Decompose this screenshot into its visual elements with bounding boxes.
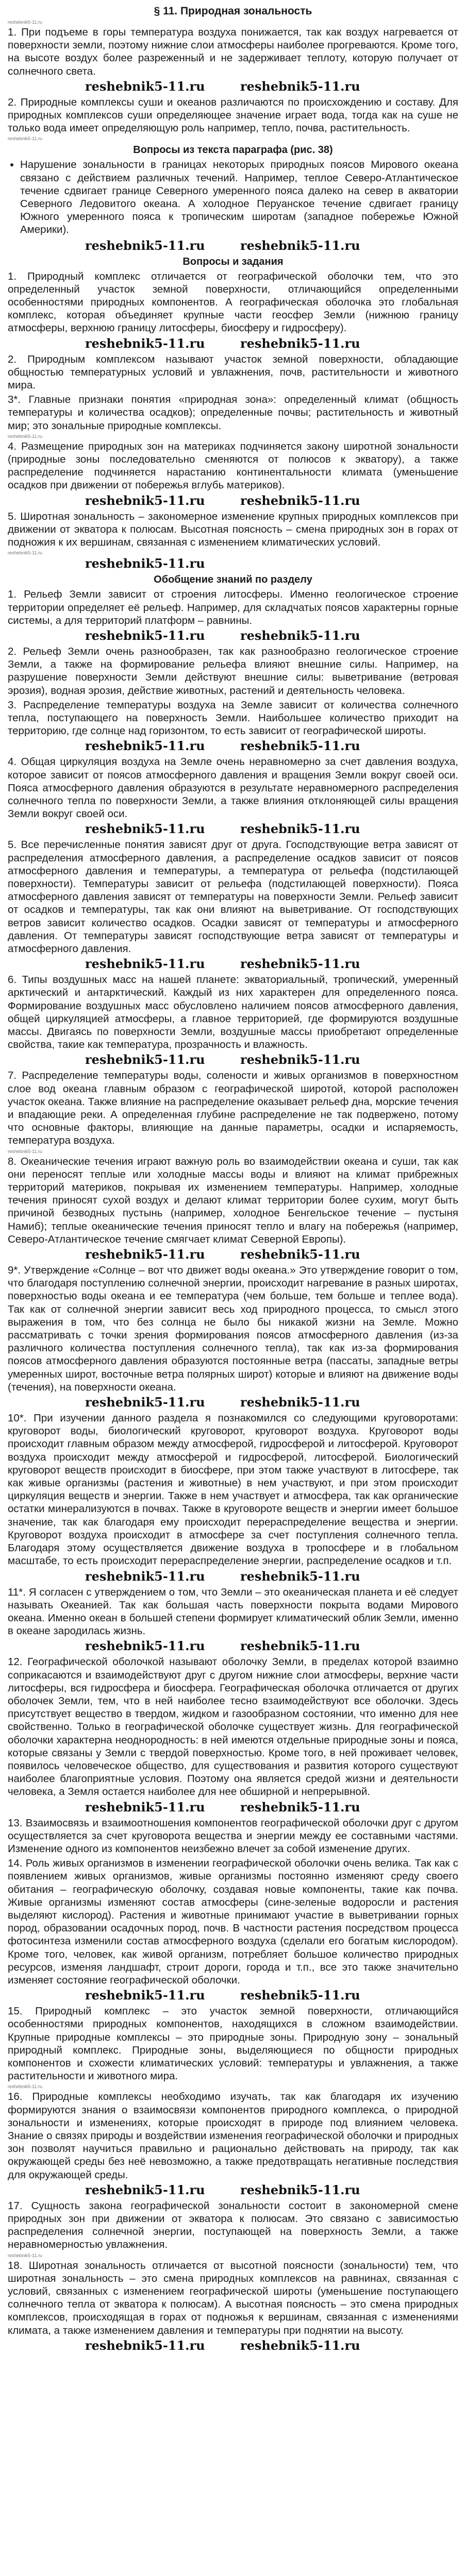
watermark-small: reshebnik5-11.ru <box>8 2084 42 2090</box>
watermark-row <box>8 79 458 94</box>
watermark: reshebnik5-11.ru <box>85 493 205 508</box>
watermark-row <box>8 1800 458 1815</box>
watermark: reshebnik5-11.ru <box>85 238 205 253</box>
watermark: reshebnik5-11.ru <box>240 821 360 837</box>
watermark: reshebnik5-11.ru <box>85 1568 205 1584</box>
watermark-row <box>8 239 458 253</box>
watermark: reshebnik5-11.ru <box>240 1988 360 2003</box>
answer-paragraph: 3. Распределение температуры воздуха на Земле зависит от количества солнечного тепла, поступающего на поверхность Земли. Наибольшее количество приходит на территорию, где солнце над горизонтом, то есть зависит от географической широты. <box>8 699 458 737</box>
watermark: reshebnik5-11.ru <box>85 1799 205 1815</box>
paragraph-question-list <box>8 158 458 236</box>
watermark-small: reshebnik5-11.ru <box>8 1148 42 1154</box>
watermark-small: reshebnik5-11.ru <box>8 2252 42 2258</box>
answer-paragraph: 4. Размещение природных зон на материках подчиняется закону широтной зональности (природные зоны последовательно сменяются от полюсов к экватору), а также распределение подчиняется нарастанию континентальности климата (уменьшение осадков при движении от побережья вглубь материков). <box>8 440 458 492</box>
watermark-row <box>8 1395 458 1410</box>
watermark-row <box>8 556 458 571</box>
page-title: § 11. Природная зональность <box>154 5 312 17</box>
list-item: • Нарушение зональности в границах некоторых природных поясов Мирового океана связано с действием различных течений. Например, теплое Северо-Атлантическое течение сдвигает границе Северного умеренного пояса далеко на север в акватории Северного Ледовитого океана. А холодное Перуанское течение сдвигает границу Южного умеренного пояса к тропическим широтам (западное побережье Южной Америки). <box>20 158 458 236</box>
answer-paragraph: 11*. Я согласен с утверждением о том, что Земли – это океаническая планета и её следует называть Океанией. Так как большая часть поверхности покрыта водами Мирового океана. Именно океан в большей степени формирует климатический облик Земли, именно в океане зародилась жизнь. <box>8 1586 458 1637</box>
watermark: reshebnik5-11.ru <box>240 1247 360 1262</box>
answer-paragraph: 2. Рельеф Земли очень разнообразен, так как разнообразно геологическое строение Земли, а также на формирование рельефа влияют внешние силы. Например, на разрушение поверхности Земли действуют внешние силы: выветривание (ветровая эрозия), водная эрозия, действие животных, растений и деятельность человека. <box>8 645 458 697</box>
watermark-row <box>8 739 458 753</box>
answer-paragraph: 2. Природным комплексом называют участок земной поверхности, обладающие общностью температурных условий и увлажнения, почв, растительности и животного мира. <box>8 353 458 392</box>
intro-paragraph: 1. При подъеме в горы температура воздуха понижается, так как воздух нагревается от поверхности земли, поэтому нижние слои атмосферы наиболее прогреваются. Кроме того, на высоте воздух более разреженный и не задерживает теплоту, которую получает от солнечного света. <box>8 26 458 77</box>
watermark-row <box>8 494 458 508</box>
answer-paragraph: 5. Все перечисленные понятия зависят друг от друга. Господствующие ветра зависят от распределения атмосферного давления, а распределение осадков зависит от поясов атмосферного давления и температуры, а температура от рельефа (подстилающей поверхности). Температуры зависит от рельефа (подстилающей поверхности). Пояса атмосферного давления зависят от температуры на поверхности Земли. Рельеф зависит от осадков и температуры, так как они влияют на выветривание. От господствующих ветров зависит количество осадков. Осадки зависят от температуры и атмосферного давления. От температуры зависят господствующие ветра зависят от температуры и атмосферного давления. <box>8 839 458 955</box>
watermark: reshebnik5-11.ru <box>85 1988 205 2003</box>
watermark: reshebnik5-11.ru <box>240 2182 360 2197</box>
answer-paragraph: 5. Широтная зональность – закономерное изменение крупных природных комплексов при движении от экватора к полюсам. Высотная поясность – смена природных зон в горах от подножия к их вершинам, связанная с изменением климатических условий. <box>8 510 458 549</box>
watermark: reshebnik5-11.ru <box>85 821 205 837</box>
watermark: reshebnik5-11.ru <box>240 238 360 253</box>
watermark: reshebnik5-11.ru <box>85 956 205 972</box>
watermark: reshebnik5-11.ru <box>85 1638 205 1654</box>
section-heading: Обобщение знаний по разделу <box>154 574 312 586</box>
watermark: reshebnik5-11.ru <box>240 1395 360 1410</box>
answer-paragraph: 9*. Утверждение «Солнце – вот что движет воды океана.» Это утверждение говорит о том, что благодаря поступлению солнечной энергии, происходит нагревание в разных широтах, поверхностью воды океана и ее температура (чем больше, тем больше и теплее вода). Так как от солнечной энергии зависит весь ход природного процесса, то смысл этого выражения в том, что без солнца не было бы никакой жизни на Земле. Можно рассматривать с точки зрения формирования поясов атмосферного давления (из-за различного количества поступления солнечного тепла), так как из-за формирования поясов атмосферного давления образуются постоянные ветра (пассаты, западные ветры умеренных широт, восточные ветра полярных широт) которые и влияют на движение воды (течения), на поверхности океана. <box>8 1264 458 1393</box>
watermark: reshebnik5-11.ru <box>240 78 360 94</box>
answer-paragraph: 7. Распределение температуры воды, солености и живых организмов в поверхностном слое вод океана главным образом с географической широтой, которой расположен участок океана. Также влияние на распределение оказывает рельеф дна, морские течения и впадающие реки. А определенная глубине распределение не так подвержено, потому что основные факторы, влияющие на данные параметры, осадки и испаряемость, температура воздуха. <box>8 1070 458 1147</box>
watermark-row <box>8 2338 458 2353</box>
answer-paragraph: 10*. При изучении данного раздела я познакомился со следующими круговоротами: круговорот воды, биологический круговорот, круговорот воздуха. Круговорот воды происходит главным образом между атмосферой, гидросферой и литосферой. Круговорот воздуха происходит между атмосферой и гидросферой, литосферой. Биологический круговорот веществ происходит в биосфере, при этом также участвуют в литосфере, так как живые организмы (растения и животные) в нем участвуют, и при этом происходит циркуляция веществ и энергии. Также в нем участвует и атмосфера, так как органические остатки минерализуются в почвах. Также в круговороте веществ и энергии имеет большое значение, так как благодаря ему происходит перераспределение вещества и энергии. Круговорот воздуха происходит в атмосфере за счет поступления солнечного тепла. Благодаря этому осуществляется движение воздуха в тропосфере и в глобальном масштабе, то есть происходит перераспределение энергии, распределение осадков и т.п. <box>8 1412 458 1567</box>
answer-paragraph: 1. Природный комплекс отличается от географической оболочки тем, что это определенный участок земной поверхности, отличающийся определенными особенностями природных компонентов. А географическая оболочка это глобальная комплекс, которая объединяет крупные части геосфер Земли (нижнюю границу атмосферы, верхнюю границу литосферы, биосферу и гидросферу). <box>8 270 458 334</box>
watermark-row <box>8 1247 458 1262</box>
watermark-row <box>8 822 458 836</box>
watermark: reshebnik5-11.ru <box>85 628 205 643</box>
watermark: reshebnik5-11.ru <box>240 1568 360 1584</box>
watermark: reshebnik5-11.ru <box>85 738 205 754</box>
section-heading: Вопросы и задания <box>182 256 284 267</box>
watermark-row <box>8 1569 458 1584</box>
watermark: reshebnik5-11.ru <box>240 1799 360 1815</box>
answer-paragraph: 1. Рельеф Земли зависит от строения литосферы. Именно геологическое строение территории определяет её рельеф. Например, для складчатых поясов характерны горные системы, а для территорий платформ – равнины. <box>8 588 458 626</box>
watermark: reshebnik5-11.ru <box>240 493 360 508</box>
watermark-small: reshebnik5-11.ru <box>8 550 42 556</box>
watermark: reshebnik5-11.ru <box>240 2337 360 2353</box>
watermark: reshebnik5-11.ru <box>240 738 360 754</box>
watermark-row <box>8 957 458 971</box>
watermark: reshebnik5-11.ru <box>240 956 360 972</box>
watermark-row <box>8 629 458 643</box>
answer-paragraph: 18. Широтная зональность отличается от высотной поясности (зональности) тем, что широтная зональность – это смена природных комплексов на равнинах, связанная с условий, связанных с изменением географической широты (уменьшение поступающего солнечного тепла от экватора к полюсам). А высотная поясность – это смена природных комплексов, происходящая в горах от подножья к вершинам, связанная с изменениями климата, а также изменением давления и температуры при поднятии на высоту. <box>8 2259 458 2336</box>
watermark-small: reshebnik5-11.ru <box>8 136 42 142</box>
watermark: reshebnik5-11.ru <box>85 2337 205 2353</box>
answer-paragraph: 15. Природный комплекс – это участок земной поверхности, отличающийся особенностями природных компонентов, находящихся в сложном взаимодействии. Крупные природные комплексы – это природные зоны. Природную зону – зональный природный комплекс. Природные зоны, выделяющиеся по общности природных компонентов и схожести климатических условий: температуры и увлажнения, а также растительности и животного мира. <box>8 2005 458 2082</box>
answer-paragraph: 6. Типы воздушных масс на нашей планете: экваториальный, тропический, умеренный арктический и антарктический. Каждый из них характерен для определенного пояса. Формирование воздушных масс обусловлено наличием поясов атмосферного давления, общей циркуляцией атмосферы, а главное территорией, где формируются воздушные массы. Двигаясь по поверхности Земли, воздушные массы приобретают определенные свойства, такие как температура, прозрачность и влажность. <box>8 974 458 1051</box>
section-heading: Вопросы из текста параграфа (рис. 38) <box>133 144 333 156</box>
watermark-small: reshebnik5-11.ru <box>8 20 42 25</box>
watermark: reshebnik5-11.ru <box>240 1052 360 1067</box>
watermark-row <box>8 1988 458 2003</box>
watermark: reshebnik5-11.ru <box>240 335 360 351</box>
watermark: reshebnik5-11.ru <box>85 1247 205 1262</box>
answer-paragraph: 4. Общая циркуляция воздуха на Земле очень неравномерно за счет давления воздуха, которое зависит от поясов атмосферного давления и вращения Земли вокруг своей оси. Пояса атмосферного давления образуются в результате неравномерного распределения солнечного тепла по поверхности Земли, а также влияния отклоняющей силы вращения Земли вокруг своей оси. <box>8 756 458 820</box>
watermark: reshebnik5-11.ru <box>240 1638 360 1654</box>
watermark: reshebnik5-11.ru <box>85 78 205 94</box>
answer-paragraph: 13. Взаимосвязь и взаимоотношения компонентов географической оболочки друг с другом осуществляется за счет круговорота вещества и энергии между ее составными частями. Изменение одного из компонентов неизбежно влечет за собой изменение других. <box>8 1817 458 1855</box>
answer-paragraph: 3*. Главные признаки понятия «природная зона»: определенный климат (общность температуры и количества осадков); определенные почвы; растительность и животный мир; это зональные природные комплексы. <box>8 394 458 432</box>
watermark: reshebnik5-11.ru <box>85 1395 205 1410</box>
answer-paragraph: 17. Сущность закона географической зональности состоит в закономерной смене природных зон при движении от экватора к полюсам. Это связано с зависимостью распределения солнечной энергии, поступающей на поверхность Земли, а также неравномерностью увлажнения. <box>8 2199 458 2251</box>
answer-paragraph: 14. Роль живых организмов в изменении географической оболочки очень велика. Так как с появлением живых организмов, живые организмы постоянно изменяют среду своего обитания – географическую оболочку, создавая новые компоненты, такие как почва. Живые организмы изменяют состав атмосферы (сине-зеленые водоросли и растения выделяют кислород). Растения и животные принимают участие в выветривании горных пород, образовании осадочных пород, почв. В частности растения посредством процесса фотосинтеза изменили состав атмосферного воздуха (сделали его богатым кислородом). Кроме того, человек, как живой организм, потребляет большое количество природных ресурсов, изменяя ландшафт, строит дороги, города и т.п., все это также значительно изменяет состояние географической оболочки. <box>8 1857 458 1986</box>
watermark-row <box>8 1639 458 1653</box>
watermark: reshebnik5-11.ru <box>85 2182 205 2197</box>
watermark: reshebnik5-11.ru <box>85 335 205 351</box>
watermark-row <box>8 2183 458 2197</box>
watermark-row <box>8 336 458 351</box>
answer-paragraph: 8. Океанические течения играют важную роль во взаимодействии океана и суши, так как они переносят теплые или холодные массы воды и влияют на климат прибрежных территорий материков, покрывая их изменением температуры. Например, холодные течения приносят сухой воздух и делают климат территории более сухим, могут быть причиной безводных пустынь (например, холодное Бенгельское течение – пустыня Намиб); теплые океанические течения приносят тепло и влагу на побережья (например, Северо-Атлантическое течение смягчает климат Северной Европы). <box>8 1155 458 1245</box>
intro-paragraph: 2. Природные комплексы суши и океанов различаются по происхождению и составу. Для природных комплексов суши определяющее значение играет вода, тогда как на суше не только вода имеет определяющую роль например, тепло, почва, растительность. <box>8 96 458 134</box>
answer-paragraph: 12. Географической оболочкой называют оболочку Земли, в пределах которой взаимно соприкасаются и взаимодействуют друг с другом нижние слои атмосферы, верхние части литосферы, вся гидросфера и биосфера. Географическая оболочка отличается от других оболочек Земли, тем, что в ней наиболее тесно взаимодействуют все оболочки. Здесь присутствует вещество в твердом, жидком и газообразном состоянии, что именно для нее свойственно. Только в географической оболочке существует жизнь. Для географической оболочки характерна неоднородность: в ней имеются отдельные природные зоны и пояса, которые связаны у Земли с твердой поверхностью. Кроме того, в ней проживает человек, появилось человеческое общество, для существования и развития которого существуют наиболее благоприятные условия. Поэтому она является средой жизни и деятельности человека, а Земля остается наиболее для нее обширной и непрерывной. <box>8 1656 458 1798</box>
watermark-small: reshebnik5-11.ru <box>8 433 42 439</box>
watermark: reshebnik5-11.ru <box>85 556 205 571</box>
watermark-row <box>8 1053 458 1067</box>
watermark: reshebnik5-11.ru <box>240 628 360 643</box>
answer-paragraph: 16. Природные комплексы необходимо изучать, так как благодаря их изучению формируются знания о взаимосвязи компонентов природного комплекса, о природной зональности и изменениях, которые происходят в природе под влиянием человека. Знание о связях природы и воздействии изменения географической оболочки и природных зон позволят научиться правильно и рационально действовать на природу, так как окружающей среды без неё невозможно, а также предотвращать негативные последствия для окружающей среды. <box>8 2091 458 2181</box>
watermark: reshebnik5-11.ru <box>85 1052 205 1067</box>
